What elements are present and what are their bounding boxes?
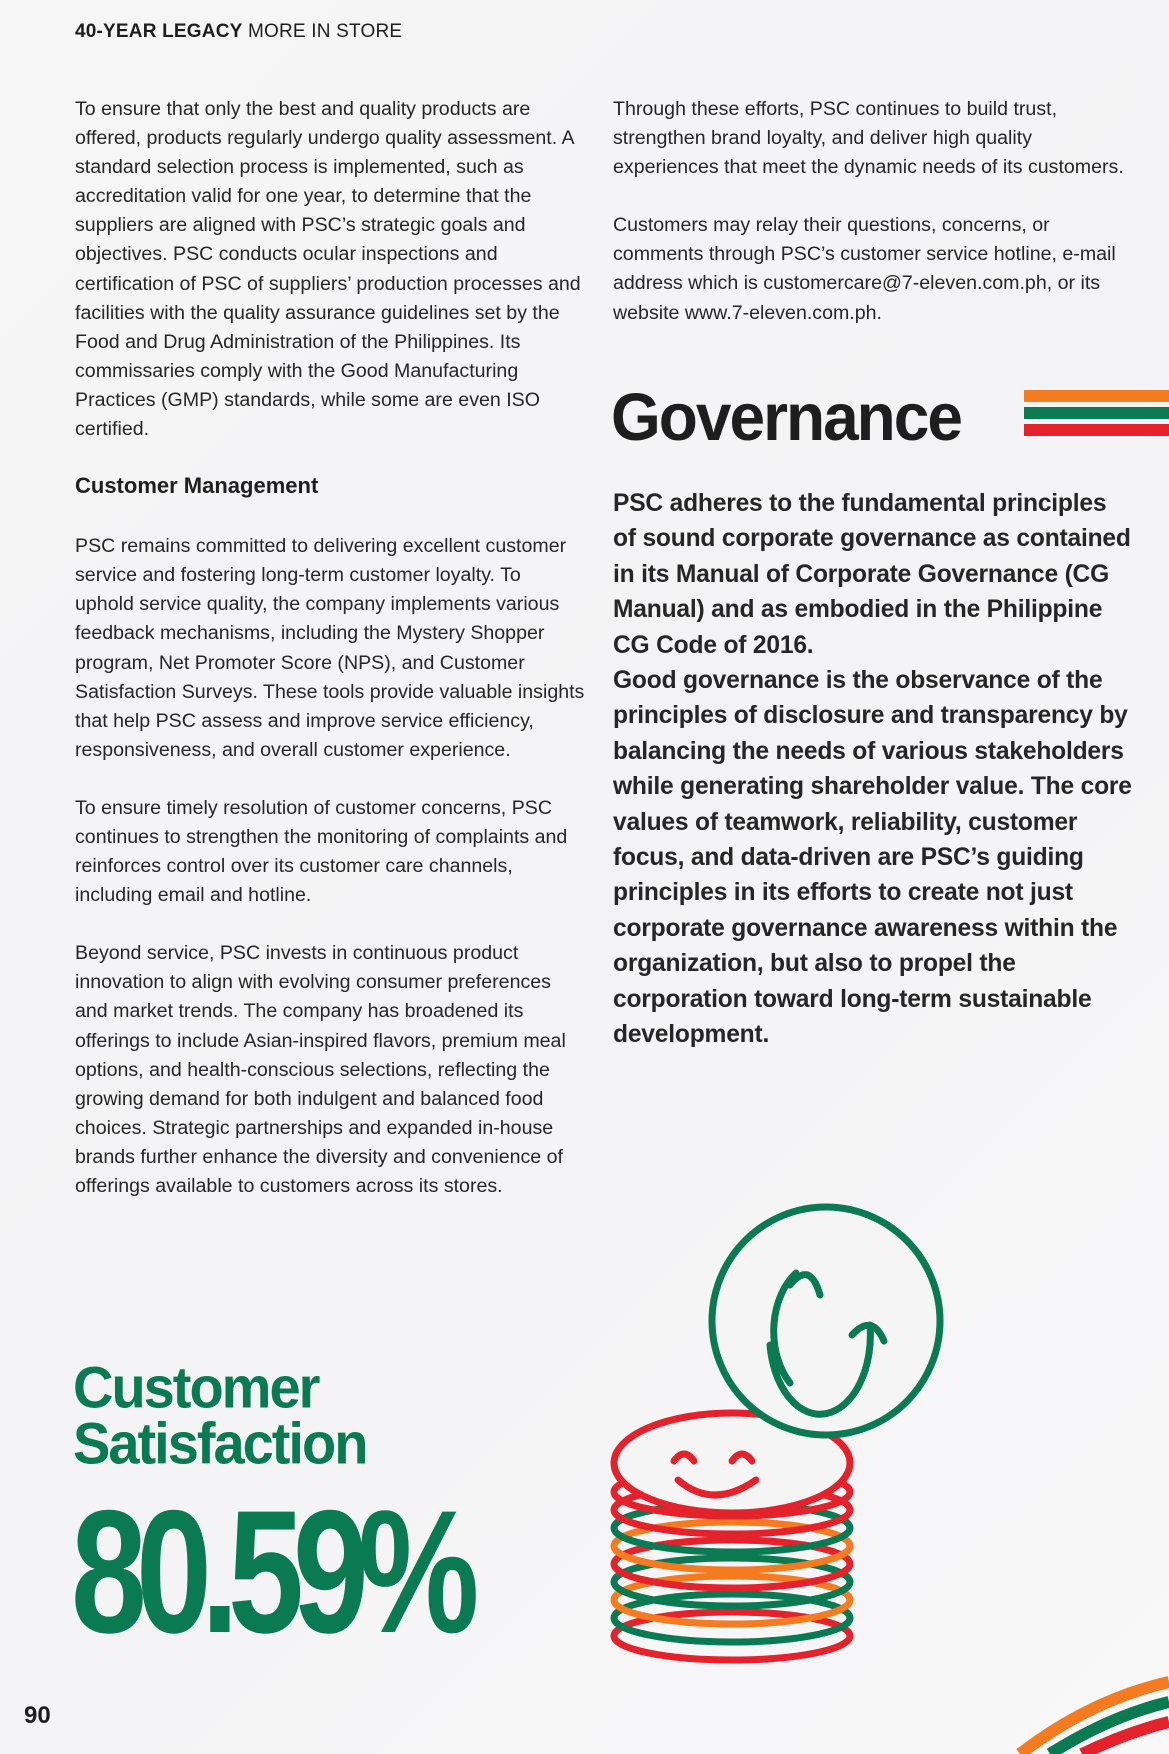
cs-title-line1: Customer — [73, 1354, 319, 1421]
green-stripe — [1024, 407, 1169, 419]
governance-paragraph-2: Good governance is the observance of the principles of disclosure and transparency by balancing the needs of various stakeholders while generating shareholder value. The core values of teamwork, reliability, customer focus, and data-driven are PSC’s guiding principles in its efforts to create not just corporate governance awareness within the organization, but also to propel the corporation toward long-term sustainable development. — [613, 667, 1132, 1049]
governance-paragraph-1: PSC adheres to the fundamental principles of sound corporate governance as contained in its Manual of Corporate Governance (CG Manual) and as embodied in the Philippine CG Code of 2016. — [613, 490, 1131, 659]
trust-paragraph: Through these efforts, PSC continues to build trust, strengthen brand loyalty, and deliver high quality experiences that meet the dynamic needs of its customers. — [613, 98, 1124, 179]
page-number: 90 — [24, 1702, 51, 1729]
left-column — [75, 95, 585, 1230]
customer-satisfaction-title — [73, 1354, 367, 1476]
governance-title: Governance — [611, 379, 961, 455]
right-column — [613, 95, 1128, 357]
red-stripe — [1024, 424, 1169, 436]
customer-satisfaction-value: 80.59% — [71, 1475, 469, 1670]
contact-paragraph: Customers may relay their questions, concerns, or comments through PSC’s customer service hotline, e-mail address which is customercare@7-eleven.com.ph, or its website www.7-eleven.com.ph. — [613, 214, 1116, 324]
orange-stripe — [1024, 390, 1169, 402]
brand-stripes — [1024, 390, 1169, 441]
coin-stack — [614, 1413, 850, 1660]
cs-title-line2: Satisfaction — [73, 1409, 367, 1476]
customer-service-paragraph: PSC remains committed to delivering excellent customer service and fostering long-term customer loyalty. To uphold service quality, the company implements various feedback mechanisms, including the Mystery Shopper program, Net Promoter Score (NPS), and Customer Satisfaction Surveys. These tools provide valuable insights that help PSC assess and improve service efficiency, responsiveness, and overall customer experience. — [75, 535, 585, 761]
header-bold: 40-YEAR LEGACY — [75, 21, 243, 42]
corner-stripes-decoration — [1010, 1670, 1169, 1754]
product-innovation-paragraph: Beyond service, PSC invests in continuous product innovation to align with evolving consumer preferences and market trends. The company has broadened its offerings to include Asian-inspired flavors, premium meal options, and health-conscious selections, reflecting the growing demand for both indulgent and balanced food choices. Strategic partnerships and expanded in-house brands further enhance the diversity and convenience of offerings available to customers across its stores. — [75, 942, 566, 1197]
smiley-coins-illustration — [600, 1195, 960, 1665]
governance-body — [613, 486, 1133, 1053]
running-header — [75, 21, 402, 43]
quality-assessment-paragraph: To ensure that only the best and quality products are offered, products regularly undergo quality assessment. A standard selection process is implemented, such as accreditation valid for one year, to determine that the suppliers are aligned with PSC’s strategic goals and objectives. PSC conducts ocular inspections and certification of PSC of suppliers’ production processes and facilities with the quality assurance guidelines set by the Food and Drug Administration of the Philippines. Its commissaries comply with the Good Manufacturing Practices (GMP) standards, while some are even ISO certified. — [75, 98, 581, 441]
header-rest: MORE IN STORE — [242, 21, 403, 42]
customer-management-heading: Customer Management — [75, 473, 319, 499]
smiley-coin — [712, 1207, 940, 1435]
customer-concerns-paragraph: To ensure timely resolution of customer concerns, PSC continues to strengthen the monitoring of complaints and reinforces control over its customer care channels, including email and hotline. — [75, 796, 568, 907]
